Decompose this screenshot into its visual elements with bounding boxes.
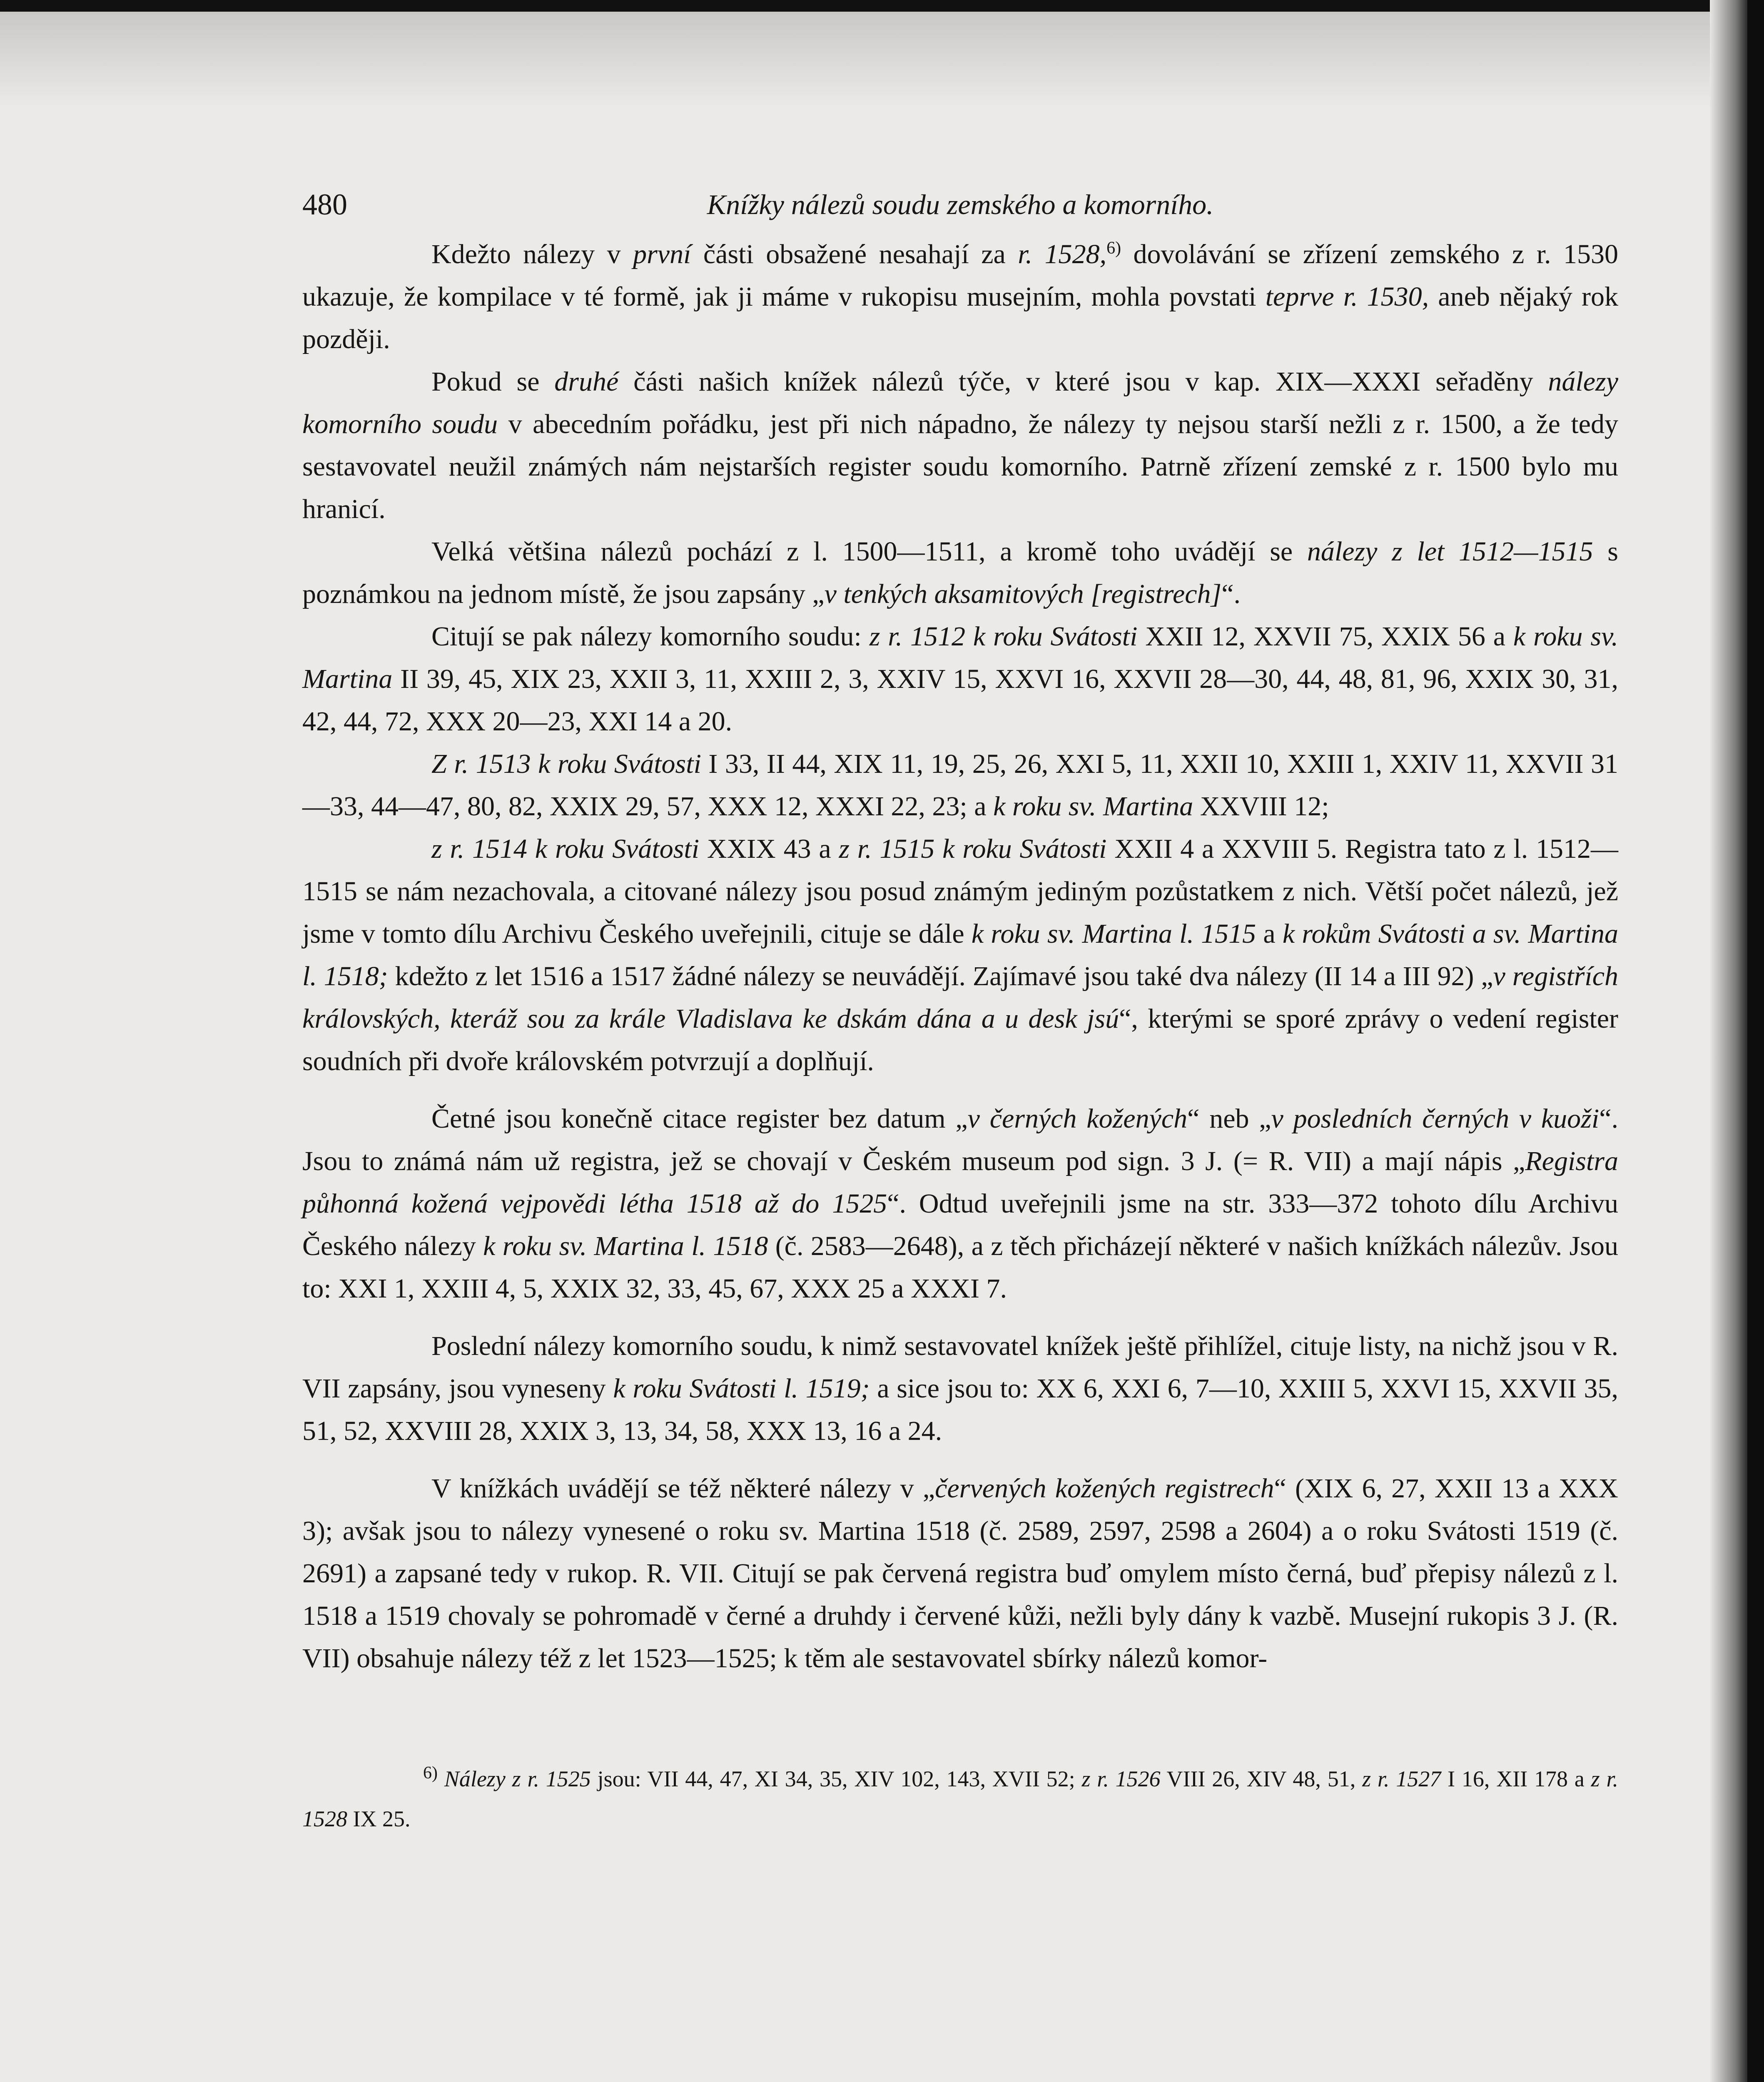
italic-text: teprve r. 1530, — [1265, 281, 1429, 312]
italic-text: r. 1528, — [1018, 239, 1107, 269]
italic-text: k roku sv. Martina l. 1518 — [483, 1231, 768, 1261]
text-run: I 33, II 44, XIX 11, 19, 25, 26, XXI 5, 11, XXII 10, XXIII 1, XXIV 11, XXVII 31—33, 44—47, 80, 82, XXIX 29, 57, XXX 12, XXXI 22, 23; a — [302, 749, 1618, 822]
text-run: dovolávání se zřízení zemského z r. 1530 ukazuje, že kompilace v té formě, jak ji máme v rukopisu musejním, mohla povstati — [302, 239, 1618, 312]
text-run: II 39, 45, XIX 23, XXII 3, 11, XXIII 2, 3, XXIV 15, XXVI 16, XXVII 28—30, 44, 48, 81, 96, XXIX 30, 31, 42, 44, 72, XXX 20—23, XXI 14 a 20. — [302, 664, 1618, 737]
text-run: XXVIII 12; — [1193, 791, 1329, 822]
text-run: “. Jsou to známá nám už registra, jež se chovají v Českém museum pod sign. 3 J. (= R. VII) a mají nápis „ — [302, 1103, 1619, 1176]
paragraph — [302, 828, 1618, 1083]
paragraph — [302, 530, 1618, 615]
italic-text: v registřích královských, kteráž sou za krále Vladislava ke dskám dána a u desk jsú — [302, 961, 1618, 1034]
footnote-mark: 6) — [423, 1763, 438, 1783]
text-run: V knížkách uvádějí se též některé nálezy v „ — [431, 1473, 935, 1504]
text-run: aneb nějaký rok později. — [302, 281, 1618, 354]
italic-text: Registra půhonná kožená vejpovědi létha 1518 až do 1525 — [302, 1146, 1618, 1219]
text-run: XXII 4 a XXVIII 5. Registra tato z l. 1512—1515 se nám nezachovala, a citované nálezy jsou posud známým jediným pozůstatkem z nich. Větší počet nálezů, jež jsme v tomto dílu Archivu Českého uveřejnili, cituje se dále — [302, 834, 1619, 949]
italic-text: z r. 1528 — [302, 1766, 1619, 1831]
text-run: části našich knížek nálezů týče, v které jsou v kap. XIX—XXXI seřaděny — [618, 366, 1548, 397]
page-header — [302, 175, 1618, 233]
paragraph — [302, 1467, 1618, 1680]
italic-text: z r. 1527 — [1362, 1766, 1441, 1791]
scan-shading — [0, 12, 1764, 107]
italic-text: druhé — [554, 366, 619, 397]
text-run: “ neb „ — [1187, 1103, 1271, 1134]
paragraph — [302, 361, 1618, 530]
italic-text: z r. 1526 — [1081, 1766, 1161, 1791]
text-run: “. — [1221, 579, 1241, 609]
text-run: kdežto z let 1516 a 1517 žádné nálezy se neuvádějí. Zajímavé jsou také dva nálezy (II 14 a III 92) „ — [388, 961, 1493, 991]
paragraph — [302, 1098, 1618, 1310]
italic-text: k roku Svátosti l. 1519; — [613, 1373, 870, 1404]
text-run: s poznámkou na jednom místě, že jsou zapsány „ — [302, 536, 1618, 609]
italic-text: z r. 1515 k roku Svátosti — [839, 834, 1107, 864]
scan-border-right — [1747, 0, 1764, 2082]
text-run: Poslední nálezy komorního soudu, k nimž sestavovatel knížek ještě přihlížel, cituje listy, na nichž jsou v R. VII zapsány, jsou vyneseny — [302, 1331, 1618, 1404]
paragraph — [302, 615, 1618, 743]
italic-text: k roku sv. Martina — [993, 791, 1193, 822]
paragraph — [302, 743, 1618, 828]
text-run: “ (XIX 6, 27, XXII 13 a XXX 3); avšak jsou to nálezy vynesené o roku sv. Martina 1518 (č. 2589, 2597, 2598 a 2604) a o roku Svátosti 1519 (č. 2691) a zapsané tedy v rukop. R. VII. Citují se pak červená registra buď omylem místo černá, buď přepisy nálezů z l. 1518 a 1519 chovaly se pohromadě v černé a druhdy i červené kůži, nežli byly dány k vazbě. Musejní rukopis 3 J. (R. VII) obsahuje nálezy též z let 1523—1525; k těm ale sestavovatel sbírky nálezů komor- — [302, 1473, 1618, 1674]
text-run: XXII 12, XXVII 75, XXIX 56 a — [1137, 621, 1513, 652]
running-title: Knížky nálezů soudu zemského a komorního. — [707, 189, 1214, 220]
italic-text: z r. 1514 k roku Svátosti — [431, 834, 700, 864]
footnotes — [302, 1759, 1618, 1839]
text-run: jsou: VII 44, 47, XI 34, 35, XIV 102, 143, XVII 52; — [590, 1766, 1082, 1791]
italic-text: v černých kožených — [967, 1103, 1188, 1134]
italic-text: z r. 1512 k roku Svátosti — [869, 621, 1138, 652]
italic-text: první — [633, 239, 691, 269]
text-run: “. Odtud uveřejnili jsme na str. 333—372 tohoto dílu Archivu Českého nálezy — [302, 1188, 1618, 1261]
text-run: IX 25. — [347, 1806, 411, 1831]
italic-text: Nálezy z r. 1525 — [438, 1766, 591, 1791]
italic-text: červených kožených registrech — [935, 1473, 1274, 1504]
italic-text: k roku sv. Martina — [302, 621, 1618, 694]
page-number: 480 — [302, 188, 347, 221]
scan-border-top — [0, 0, 1764, 12]
italic-text: k rokům Svátosti a sv. Martina l. 1518; — [302, 919, 1619, 991]
text-run: části obsažené nesahají za — [691, 239, 1018, 269]
page-edge-shadow — [1710, 0, 1747, 2082]
paragraph — [302, 1325, 1618, 1452]
italic-text: nálezy komorního soudu — [302, 366, 1618, 439]
text-block — [302, 175, 1618, 1839]
text-run: Velká většina nálezů pochází z l. 1500—1511, a kromě toho uvádějí se — [431, 536, 1307, 567]
text-run: v abecedním pořádku, jest při nich nápadno, že nálezy ty nejsou starší nežli z r. 1500, a že tedy sestavovatel neužil známých nám nejstarších register soudu komorního. Patrně zřízení zemské z r. 1500 bylo mu hranicí. — [302, 409, 1618, 524]
text-run: Četné jsou konečně citace register bez datum „ — [431, 1103, 968, 1134]
italic-text: v posledních černých v kuoži — [1271, 1103, 1600, 1134]
text-run: (č. 2583—2648), a z těch přicházejí některé v našich knížkách nálezův. Jsou to: XXI 1, XXIII 4, 5, XXIX 32, 33, 45, 67, XXX 25 a XXXI 7. — [302, 1231, 1619, 1304]
text-run: XXIX 43 a — [699, 834, 839, 864]
text-run: Kdežto nálezy v — [431, 239, 633, 269]
italic-text: k roku sv. Martina l. 1515 — [971, 919, 1256, 949]
text-run: a sice jsou to: XX 6, XXI 6, 7—10, XXIII 5, XXVI 15, XXVII 35, 51, 52, XXVIII 28, XXIX 3, 13, 34, 58, XXX 13, 16 a 24. — [302, 1373, 1618, 1446]
text-run: a — [1256, 919, 1283, 949]
text-run: I 16, XII 178 a — [1441, 1766, 1591, 1791]
text-run: Pokud se — [431, 366, 555, 397]
text-run: Citují se pak nálezy komorního soudu: — [431, 621, 870, 652]
body-text — [302, 233, 1618, 1680]
text-run: “, kterými se sporé zprávy o vedení register soudních při dvoře královském potvrzují a doplňují. — [302, 1004, 1618, 1076]
paragraph — [302, 233, 1618, 361]
italic-text: nálezy z let 1512—1515 — [1307, 536, 1593, 567]
footnote-mark: 6) — [1106, 239, 1121, 258]
italic-text: v tenkých aksamitových [registrech] — [824, 579, 1222, 609]
text-run: VIII 26, XIV 48, 51, — [1160, 1766, 1363, 1791]
italic-text: Z r. 1513 k roku Svátosti — [431, 749, 701, 779]
